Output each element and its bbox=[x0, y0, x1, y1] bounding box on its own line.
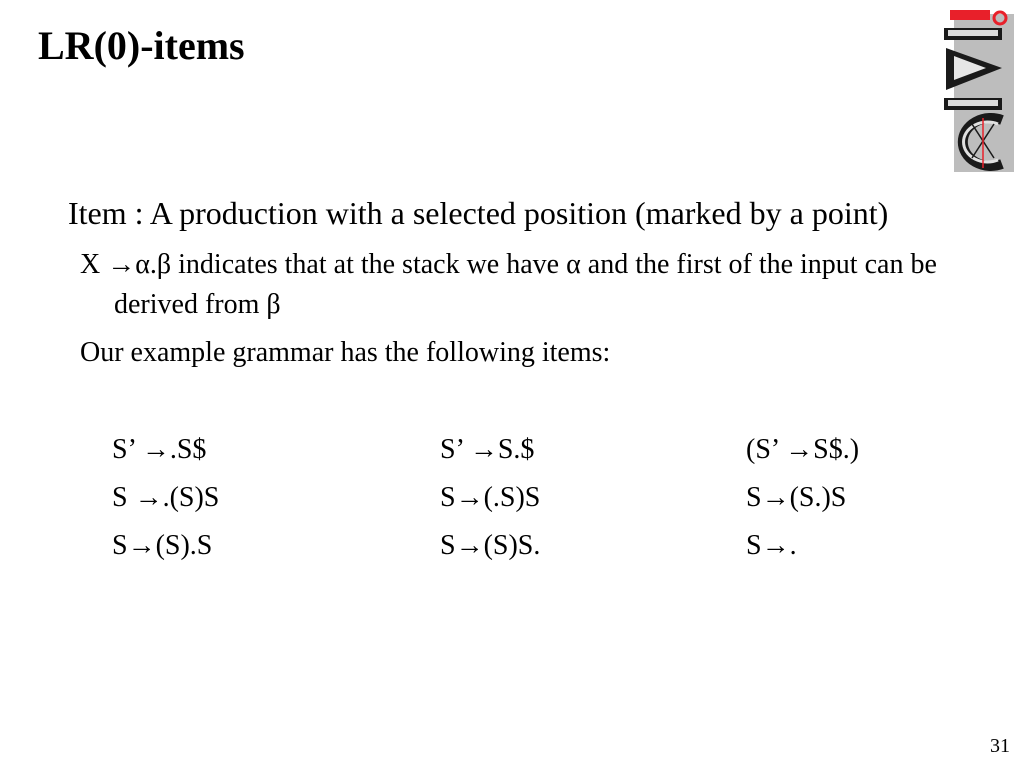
item-cell: S →.(S)S bbox=[112, 482, 220, 513]
item-cell: S→(S).S bbox=[112, 530, 213, 561]
notation-explanation: X →α.β indicates that at the stack we have α and the first of the input can be derived from β bbox=[80, 249, 937, 320]
item-cell: S’ →.S$ bbox=[112, 434, 207, 465]
item-cell: S→(S.)S bbox=[746, 482, 847, 513]
example-intro: Our example grammar has the following items: bbox=[80, 337, 611, 368]
slide-title: LR(0)-items bbox=[38, 23, 245, 68]
item-cell: (S’ →S$.) bbox=[746, 434, 860, 465]
item-cell: S’ →S.$ bbox=[440, 434, 535, 465]
slide-body bbox=[68, 192, 998, 373]
item-cell: S→(S)S. bbox=[440, 530, 541, 561]
item-definition: Item : A production with a selected position (marked by a point) bbox=[68, 195, 889, 231]
item-cell: S→. bbox=[746, 530, 797, 561]
iaic-logo-icon bbox=[940, 8, 1018, 176]
page-number: 31 bbox=[990, 735, 1010, 757]
item-cell: S→(.S)S bbox=[440, 482, 541, 513]
